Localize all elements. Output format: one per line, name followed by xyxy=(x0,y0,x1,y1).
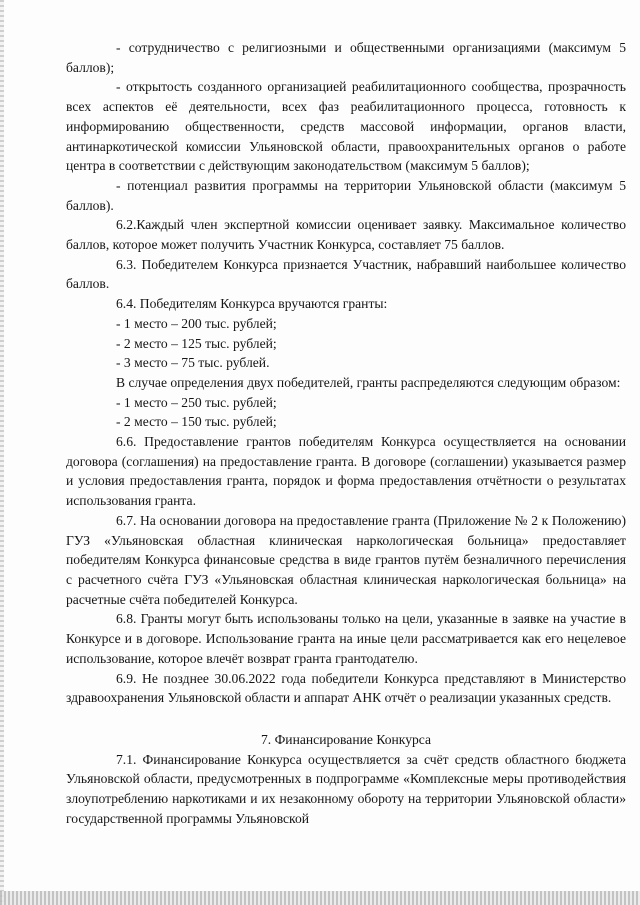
paragraph-6-3: 6.3. Победителем Конкурса признается Участник, набравший наибольшее количество баллов. xyxy=(66,256,626,292)
paragraph-6-9: 6.9. Не позднее 30.06.2022 года победители Конкурса представляют в Министерство здравоохранения Ульяновской области и аппарат АНК отчёт о реализации указанных средств. xyxy=(66,670,626,706)
section-spacer xyxy=(66,708,626,730)
scan-edge-left xyxy=(0,0,4,905)
paragraph-6-6: 6.6. Предоставление грантов победителям Конкурса осуществляется на основании договора (соглашения) на предоставление гранта. В договоре (соглашении) указывается размер и условия предоставления гранта, порядок и форма предоставления отчётности о результатах использования гранта. xyxy=(66,434,626,509)
paragraph-openness: - открытость созданного организацией реабилитационного сообщества, прозрачность всех аспектов её деятельности, всех фаз реабилитационного процесса, готовность к информированию общественности, средств массовой информации, органов власти, антинаркотической комиссии Ульяновской области, правоохранительных органов о работе центра в соответствии с действующим законодательством (максимум 5 баллов); xyxy=(66,79,626,174)
paragraph-6-2: 6.2.Каждый член экспертной комиссии оценивает заявку. Максимальное количество баллов, которое может получить Участник Конкурса, составляет 75 баллов. xyxy=(66,217,626,253)
list-item-two-winners-place-1: - 1 место – 250 тыс. рублей; xyxy=(116,394,277,410)
paragraph-7-1: 7.1. Финансирование Конкурса осуществляется за счёт средств областного бюджета Ульяновской области, предусмотренных в подпрограмме «Комплексные меры противодействия злоупотреблению наркотиками и их незаконному обороту на территории Ульяновской области» государственной программы Ульяновской xyxy=(66,751,626,826)
paragraph-6-4: 6.4. Победителям Конкурса вручаются гранты: xyxy=(116,296,388,312)
list-item-two-winners-place-2: - 2 место – 150 тыс. рублей; xyxy=(116,414,277,430)
list-item-place-2: - 2 место – 125 тыс. рублей; xyxy=(116,335,277,351)
paragraph-two-winners: В случае определения двух победителей, гранты распределяются следующим образом: xyxy=(116,374,621,390)
paragraph-6-7: 6.7. На основании договора на предоставление гранта (Приложение № 2 к Положению) ГУЗ «Ульяновская областная клиническая наркологическая больница» предоставляет победителям Конкурса финансовые средства в виде грантов путём безналичного перечисления с расчетного счёта ГУЗ «Ульяновская областная клиническая наркологическая больница» на расчетные счёта победителей Конкурса. xyxy=(66,512,626,607)
document-body xyxy=(66,38,626,828)
section-heading: 7. Финансирование Конкурса xyxy=(260,731,432,747)
paragraph-development-potential: - потенциал развития программы на территории Ульяновской области (максимум 5 баллов). xyxy=(66,177,626,213)
scan-edge-bottom xyxy=(0,891,640,905)
list-item-place-1: - 1 место – 200 тыс. рублей; xyxy=(116,315,277,331)
list-item-place-3: - 3 место – 75 тыс. рублей. xyxy=(116,355,270,371)
paragraph-6-8: 6.8. Гранты могут быть использованы только на цели, указанные в заявке на участие в Конкурсе и в договоре. Использование гранта на иные цели рассматривается как его нецелевое использование, которое влечёт возврат гранта грантодателю. xyxy=(66,611,626,666)
paragraph-religious-cooperation: - сотрудничество с религиозными и общественными организациями (максимум 5 баллов); xyxy=(66,40,626,75)
